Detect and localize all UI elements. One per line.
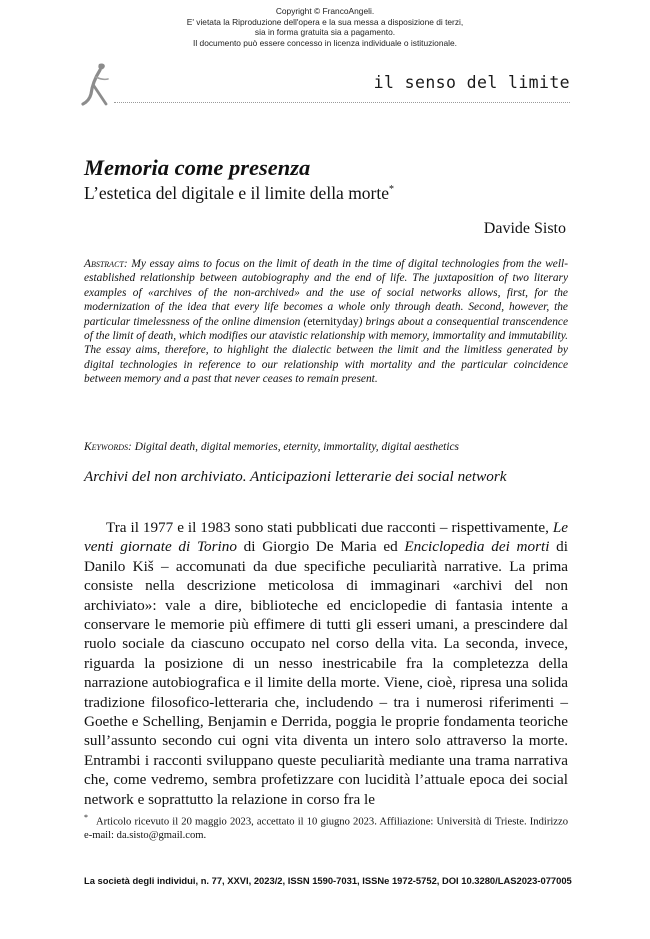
- article-title: Memoria come presenza: [84, 155, 311, 180]
- section-heading: Archivi del non archiviato. Anticipazioni letterarie dei social network: [84, 468, 507, 485]
- body-paragraph: [84, 518, 568, 809]
- walking-figure-icon: [80, 60, 114, 106]
- footnote: [84, 811, 568, 843]
- copyright-line: Copyright © FrancoAngeli.: [275, 6, 375, 16]
- footnote-text: Articolo ricevuto il 20 maggio 2023, accettato il 10 giugno 2023. Affiliazione: Università di Trieste. Indirizzo e-mail: da.sisto@gmail.com.: [84, 816, 568, 842]
- series-header: [80, 58, 580, 110]
- work-title: Enciclopedia dei morti: [404, 538, 550, 556]
- body-span: Tra il 1977 e il 1983 sono stati pubblicati due racconti – rispettivamente,: [106, 519, 553, 536]
- keywords-text: Digital death, digital memories, eternity, immortality, digital aesthetics: [134, 441, 459, 453]
- work-title: Le venti giornate di Torino: [84, 519, 568, 556]
- abstract-text-part2: ) brings about a consequential transcendence of the limit of death, which modifies our atavistic relationship with memory, immortality and immutability. The essay aims, therefore, to highlight the dialectic between the limit and the limitless generated by digital technologies in reference to our relationship with mortality and the particular coincidence between memory and a past that never ceases to remain present.: [84, 315, 568, 386]
- author-name: Davide Sisto: [483, 220, 566, 237]
- keywords-label: Keywords:: [84, 441, 132, 453]
- article-subtitle: [84, 183, 394, 204]
- keywords: [84, 441, 568, 453]
- abstract-term: eternityday: [307, 315, 359, 328]
- series-title: il senso del limite: [373, 73, 570, 92]
- abstract-text-part1: My essay aims to focus on the limit of death in the time of digital technologies from the well-established relationship between autobiography and the end of life. The juxtaposition of two literary examples of «archives of the non-archived» and the use of social networks allows, first, for the modernization of the idea that every life becomes a whole only through death. Second, however, the particular timelessness of the online dimension (: [84, 258, 568, 328]
- abstract: [84, 257, 568, 387]
- copyright-line: E' vietata la Riproduzione dell'opera e la sua messa a disposizione di terzi,: [186, 16, 464, 27]
- abstract-label: Abstract:: [84, 258, 128, 270]
- copyright-line: sia in forma gratuita sia a pagamento.: [254, 27, 396, 38]
- header-dotted-rule: [114, 102, 570, 103]
- footnote-mark: *: [84, 813, 88, 822]
- copyright-line: Il documento può essere concesso in licenza individuale o istituzionale.: [193, 37, 457, 48]
- journal-citation: La società degli individui, n. 77, XXVI, 2023/2, ISSN 1590-7031, ISSNe 1972-5752, DOI 10.3280/LAS2023-077005: [84, 875, 572, 886]
- copyright-notice: [0, 6, 650, 48]
- footnote-reference[interactable]: *: [389, 184, 395, 196]
- body-text: [84, 518, 568, 809]
- subtitle-text: L’estetica del digitale e il limite della morte: [84, 183, 390, 203]
- body-span: di Giorgio De Maria ed: [236, 538, 405, 556]
- body-span: di Danilo Kiš – accomunati da due specifiche peculiarità narrative. La prima consiste nella descrizione meticolosa di immaginari «archivi del non archiviato»: vale a dire, biblioteche ed enciclopedie di fantasia intente a conservare le memorie più effimere di tutti gli esseri umani, a prescindere dal ruolo sociale da ciascuno occupato nel corso della vita. La seconda, invece, riguarda la posizione di un nesso inestricabile fra la completezza della narrazione autobiografica e il limite della morte. Viene, cioè, ripresa una solida tradizione filosofico-letteraria che, includendo – tra i numerosi riferimenti – Goethe e Schelling, Benjamin e Derrida, poggia le proprie fondamenta teoriche sull’assunto secondo cui ogni vita diventa un intero solo attraverso la morte. Entrambi i racconti sviluppano queste peculiarità mediante una trama narrativa che, come vedremo, sembra profetizzare con lucidità l’attuale epoca dei social network e soprattutto la relazione in corso fra le: [84, 538, 568, 808]
